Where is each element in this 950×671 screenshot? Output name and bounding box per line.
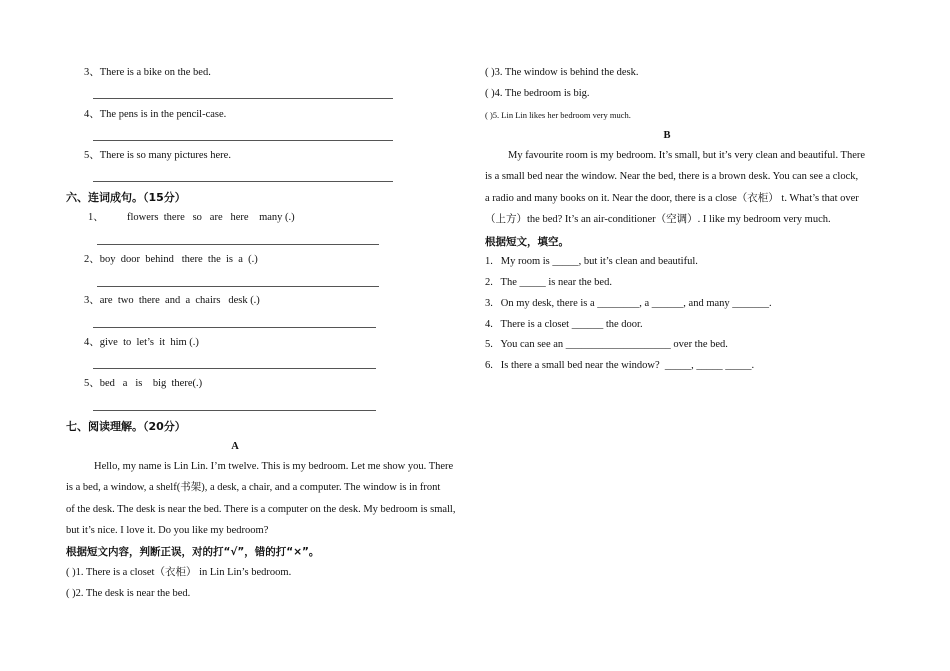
passage-a-line: of the desk. The desk is near the bed. There is a computer on the desk. My bedroom is small, <box>66 503 456 515</box>
passage-a-line: Hello, my name is Lin Lin. I’m twelve. This is my bedroom. Let me show you. There <box>94 461 454 472</box>
answer-line <box>93 327 376 328</box>
word-order-number: 1、 <box>88 212 104 223</box>
word-order-words: bed a is big there(.) <box>99 378 203 389</box>
fill-item-1: 1. My room is _____, but it’s clean and beautiful. <box>485 256 698 267</box>
fill-instruction: 根据短文，填空。 <box>485 236 569 248</box>
judge-item-3: ( )3. The window is behind the desk. <box>485 67 639 78</box>
answer-line <box>93 98 393 99</box>
judge-item-5-text: ( )5. Lin Lin likes her bedroom very much. <box>485 110 631 120</box>
passage-b-line: （上方）the bed? It’s an air-conditioner（空调）. I like my bedroom very much. <box>485 213 831 225</box>
judge-item-5 <box>485 108 631 123</box>
word-order-words: boy door behind there the is a (.) <box>99 254 258 265</box>
answer-line <box>93 181 393 182</box>
judge-item-1: ( )1. There is a closet（衣柜） in Lin Lin’s bedroom. <box>66 567 292 578</box>
word-order-item-1 <box>88 211 295 225</box>
word-order-words: are two there and a chairs desk (.) <box>99 295 260 306</box>
answer-line <box>97 244 379 245</box>
fill-item-6: 6. Is there a small bed near the window? _____, _____ _____. <box>485 360 755 371</box>
answer-line <box>93 410 376 411</box>
passage-b-line: My favourite room is my bedroom. It’s small, but it’s very clean and beautiful. There <box>508 150 866 161</box>
judge-instruction: 根据短文内容，判断正误，对的打“√”，错的打“×”。 <box>66 546 320 558</box>
word-order-number: 2、 <box>84 254 100 265</box>
passage-b-line: is a small bed near the window. Near the bed, there is a brown desk. You can see a clock, <box>485 171 859 183</box>
rewrite-item-5: 5、There is so many pictures here. <box>84 150 231 161</box>
word-order-number: 5、 <box>84 378 100 389</box>
word-order-item-2 <box>84 253 258 267</box>
word-order-item-4 <box>84 336 199 350</box>
fill-item-5: 5. You can see an ____________________ over the bed. <box>485 339 728 350</box>
passage-a-line: is a bed, a window, a shelf(书架), a desk, a chair, and a computer. The window is in front <box>66 482 441 494</box>
passage-a <box>66 456 455 541</box>
passage-a-line: but it’s nice. I love it. Do you like my bedroom? <box>66 524 269 536</box>
word-order-item-3 <box>84 294 260 308</box>
fill-item-2: 2. The _____ is near the bed. <box>485 277 612 288</box>
fill-item-4: 4. There is a closet ______ the door. <box>485 319 643 330</box>
passage-b-line: a radio and many books on it. Near the door, there is a close（衣柜） t. What’s that over <box>485 192 859 204</box>
word-order-words: flowers there so are here many (.) <box>127 212 295 223</box>
word-order-item-5 <box>84 377 202 391</box>
passage-a-label: A <box>231 441 239 452</box>
rewrite-item-3: 3、There is a bike on the bed. <box>84 67 211 78</box>
rewrite-item-4: 4、The pens is in the pencil-case. <box>84 109 227 120</box>
answer-line <box>97 286 379 287</box>
word-order-words: give to let’s it him (.) <box>99 337 199 348</box>
judge-item-4: ( )4. The bedroom is big. <box>485 88 590 99</box>
judge-item-2: ( )2. The desk is near the bed. <box>66 588 191 599</box>
answer-line <box>93 368 376 369</box>
passage-b-label: B <box>663 130 671 141</box>
fill-item-3: 3. On my desk, there is a ________, a ______, and many _______. <box>485 298 772 309</box>
section-6-title: 六、连词成句。（15分） <box>66 191 186 204</box>
word-order-number: 4、 <box>84 337 100 348</box>
section-7-title: 七、阅读理解。（20分） <box>66 420 186 433</box>
answer-line <box>93 140 393 141</box>
word-order-number: 3、 <box>84 295 100 306</box>
passage-b <box>485 145 865 230</box>
